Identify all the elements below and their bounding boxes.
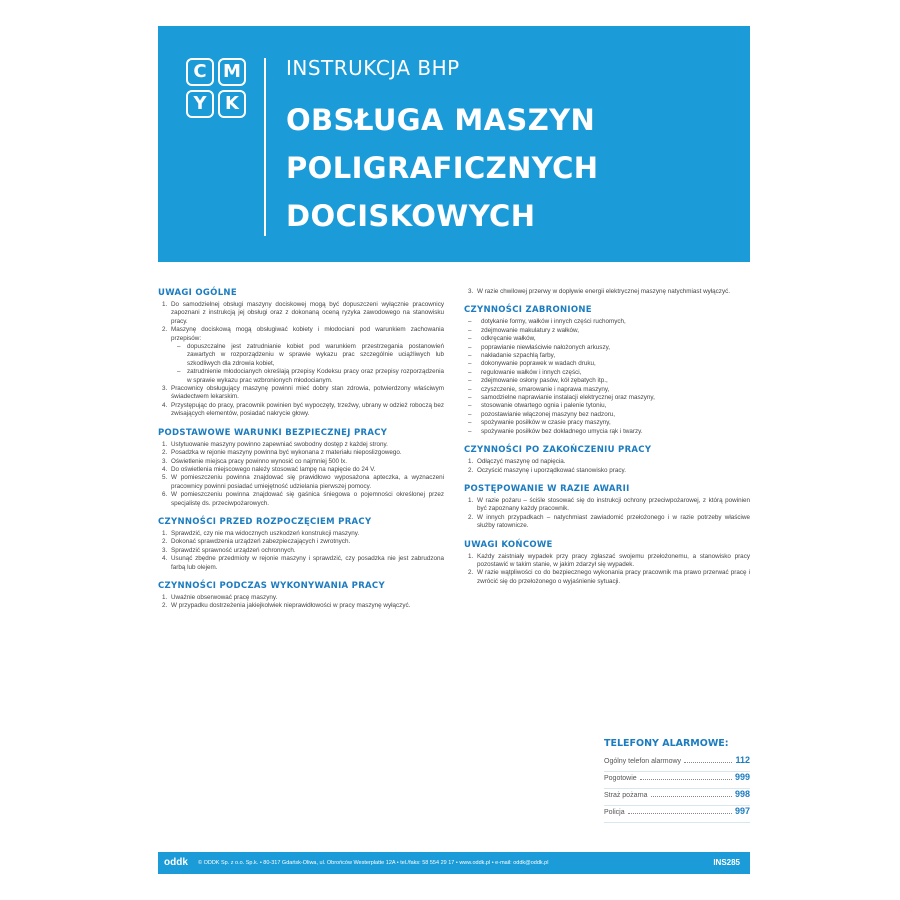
publisher-logo: oddk [164,857,188,868]
list-item-text: Maszynę dociskową mogą obsługiwać kobiety i młodociani pod warunkiem zachowania przepisów: [171,326,444,342]
list-item: – zdejmowanie osłony pasów, kół zębatych itp., [468,377,750,385]
list-item: 1. Sprawdzić, czy nie ma widocznych uszkodzeń konstrukcji maszyny. [169,530,444,538]
leader-dots [640,774,732,780]
list-item: 3. Oświetlenie miejsca pracy powinno wynosić co najmniej 500 lx. [169,458,444,466]
list-item: 6. W pomieszczeniu powinna znajdować się gaśnica śniegowa o pojemności określonej przez specjalistę ds. przeciwpożarowych. [169,491,444,508]
logo-letter-y: Y [186,90,214,118]
list-item: – dotykanie formy, wałków i innych części ruchomych, [468,318,750,326]
emergency-phones [604,738,750,823]
phones-title: TELEFONY ALARMOWE: [604,738,729,749]
section-title: CZYNNOŚCI ZABRONIONE [464,305,592,316]
title-line: OBSŁUGA MASZYN [286,103,596,137]
leader-dots [651,791,732,797]
phone-label: Ogólny telefon alarmowy [604,758,682,765]
header-banner [158,26,750,262]
section-basic-conditions [158,428,444,508]
instruction-sheet [158,26,750,878]
list-item: – stosowanie otwartego ognia i palenie tytoniu, [468,402,750,410]
title-line: POLIGRAFICZNYCH [286,151,599,185]
phone-number: 999 [734,772,750,782]
phone-row [604,772,750,789]
list-item: 2. Dokonać sprawdzenia urządzeń zabezpieczających i zwrotnych. [169,538,444,546]
section-forbidden [464,305,750,436]
list-item: – regulowanie wałków i innych części, [468,369,750,377]
section-title: CZYNNOŚCI PRZED ROZPOCZĘCIEM PRACY [158,516,372,527]
phone-label: Pogotowie [604,775,637,782]
list-item: – spożywanie posiłków bez dokładnego umycia rąk i twarzy. [468,428,750,436]
left-column [158,288,444,620]
section-title: UWAGI KOŃCOWE [464,539,553,550]
phone-number: 997 [734,806,750,816]
cmyk-logo [186,58,248,120]
list-item: 2. Posadzka w rejonie maszyny powinna być wykonana z materiału nieposlizgowego. [169,449,444,457]
phone-number: 998 [734,789,750,799]
list-item: 4. Do oświetlenia miejscowego należy stosować lampę na napięcie do 24 V. [169,466,444,474]
list-item: 1. W razie pożaru – ściśle stosować się do instrukcji ochrony przeciwpożarowej, z którą powinien być zapoznany każdy pracownik. [475,497,750,514]
section-title: POSTĘPOWANIE W RAZIE AWARII [464,483,630,494]
list-item: – spożywanie posiłków w czasie pracy maszyny, [468,419,750,427]
section-final-notes [464,540,750,587]
section-emergency [464,484,750,531]
list-item: 2. W innych przypadkach – natychmiast zawiadomić przełożonego i w razie potrzeby właściwe służby ratownicze. [475,514,750,531]
logo-letter-m: M [218,58,246,86]
list-item: 3. W razie chwilowej przerwy w dopływie energii elektrycznej maszynę natychmiast wyłączyć. [475,288,750,296]
list-item: 1. Odłączyć maszynę od napięcia. [475,458,750,466]
footer-text: © ODDK Sp. z o.o. Sp.k. • 80-317 Gdańsk-Oliwa, ul. Obrońców Westerplatte 12A • tel./faks: 58 554 29 17 • www.oddk.pl • e-mail: oddk@oddk.pl [198,860,549,866]
phone-row [604,789,750,806]
footer-bar [158,852,750,874]
list-item: 4. Przystępując do pracy, pracownik powinien być wypoczęty, trzeźwy, ubrany w odzież roboczą bez zwisających elementów, posiadać nakrycie głowy. [169,402,444,419]
section-title: CZYNNOŚCI PODCZAS WYKONYWANIA PRACY [158,580,385,591]
leader-dots [628,808,732,814]
list-item: 5. W pomieszczeniu powinna znajdować się prawidłowo wyposażona apteczka, a wyznaczeni pracownicy powinni posiadać umiejętność udzielania pierwszej pomocy. [169,474,444,491]
section-before-work [158,517,444,572]
list-item: 1. Do samodzielnej obsługi maszyny dociskowej mogą być dopuszczeni wyłącznie pracownicy zapoznani z instrukcją jej obsługi oraz z dokonaną oceną ryzyka zawodowego na stanowisku pracy. [169,301,444,326]
sub-list-item: – dopuszczalne jest zatrudnianie kobiet pod warunkiem przestrzegania postanowień zawartych w rozporządzeniu w sprawie wykazu prac szczególnie uciążliwych lub szkodliwych dla zdrowia kobiet, [177,343,444,368]
list-item [169,326,444,385]
list-item: 1. Ustytuowanie maszyny powinno zapewniać swobodny dostęp z każdej strony. [169,441,444,449]
phone-row [604,806,750,823]
logo-letter-c: C [186,58,214,86]
section-after-work [464,445,750,475]
sub-list-item: – zatrudnienie młodocianych określają przepisy Kodeksu pracy oraz przepisy rozporządzenia w sprawie wykazu prac wzbronionych młodocianym. [177,368,444,385]
document-code: INS285 [713,858,740,867]
list-item: – odkręcanie wałków, [468,335,750,343]
list-item: 3. Sprawdzić sprawność urządzeń ochronnych. [169,547,444,555]
list-item: 1. Uważnie obserwować pracę maszyny. [169,594,444,602]
list-item: – zdejmowanie makulatury z wałków, [468,327,750,335]
phone-row [604,755,750,772]
page-title [286,96,726,240]
section-general [158,288,444,419]
section-title: PODSTAWOWE WARUNKI BEZPIECZNEJ PRACY [158,427,388,438]
logo-letter-k: K [218,90,246,118]
right-column [464,288,750,595]
list-item: 2. W razie wątpliwości co do bezpiecznego wykonania pracy pracownik ma prawo przerwać pracę i zwrócić się do przełożonego o wyjaśnienie sytuacji. [475,569,750,586]
list-item: – dokonywanie poprawek w wadach druku, [468,360,750,368]
section-title: UWAGI OGÓLNE [158,288,237,298]
list-item: 1. Każdy zaistniały wypadek przy pracy zgłaszać swojemu przełożonemu, a stanowisko pracy pozostawić w takim stanie, w jakim zdarzył się wypadek. [475,553,750,570]
list-item: 4. Usunąć zbędne przedmioty w rejonie maszyny i sprawdzić, czy posadzka nie jest zabrudzona farbą lub olejem. [169,555,444,572]
phone-label: Straż pożarna [604,792,648,799]
list-item: – pozostawianie włączonej maszyny bez nadzoru, [468,411,750,419]
document-type: INSTRUKCJA BHP [286,56,460,80]
list-item: 2. Oczyścić maszynę i uporządkować stanowisko pracy. [475,467,750,475]
list-item: 2. W przypadku dostrzeżenia jakiejkolwiek nieprawidłowości w pracy maszynę wyłączyć. [169,602,444,610]
section-during-work [158,581,444,611]
section-title: CZYNNOŚCI PO ZAKOŃCZENIU PRACY [464,445,652,456]
list-item: – czyszczenie, smarowanie i naprawa maszyny, [468,386,750,394]
list-item: 3. Pracownicy obsługujący maszynę powinni mieć dobry stan zdrowia, potwierdzony właściwym świadectwem lekarskim. [169,385,444,402]
leader-dots [684,757,732,763]
list-item: – nakładanie szpachlą farby, [468,352,750,360]
phone-label: Policja [604,809,625,816]
header-divider [264,58,266,236]
title-line: DOCISKOWYCH [286,199,536,233]
list-item: – samodzielne naprawianie instalacji elektrycznej oraz maszyny, [468,394,750,402]
section-during-work-continued [464,288,750,296]
list-item: – poprawianie niewłaściwie nałożonych arkuszy, [468,344,750,352]
phone-number: 112 [735,755,750,765]
